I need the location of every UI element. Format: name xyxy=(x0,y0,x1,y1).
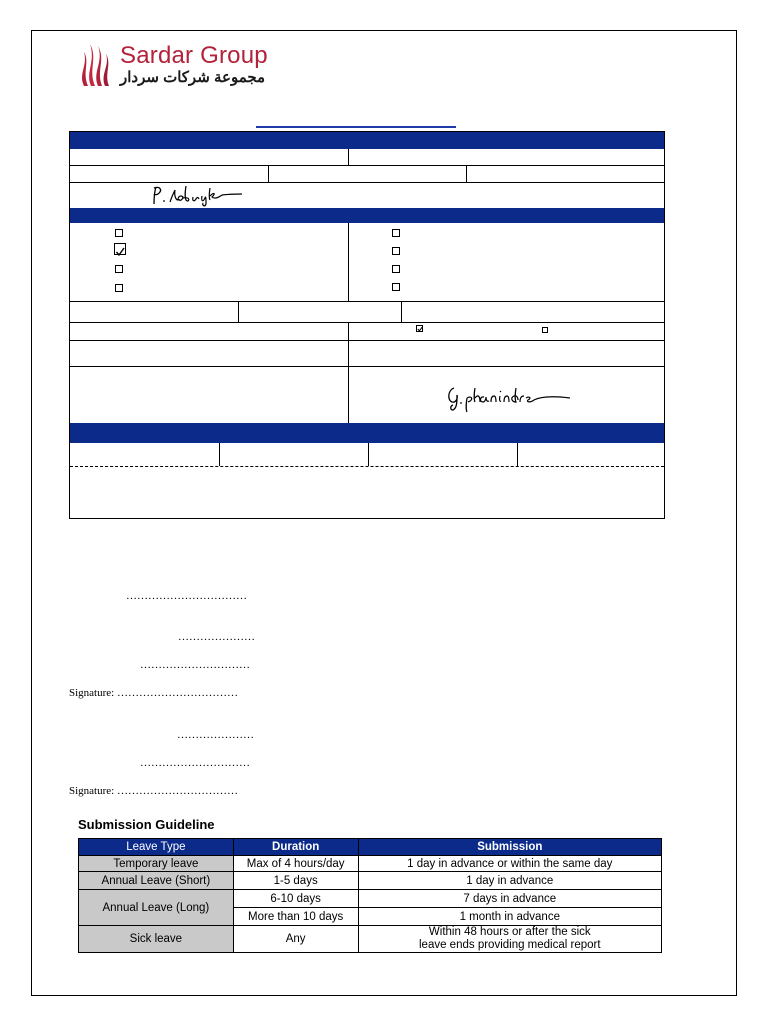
cell-duration: More than 10 days xyxy=(233,908,358,926)
table-row xyxy=(79,856,662,872)
row-divider xyxy=(70,322,664,323)
dotted-line: …………………………… xyxy=(126,590,247,602)
column-divider xyxy=(348,149,349,165)
cell-submission: 7 days in advance xyxy=(358,890,661,908)
leave-type-checkbox-1[interactable] xyxy=(115,229,123,237)
brand-name-arabic: مجموعة شركات سردار xyxy=(120,69,266,86)
column-divider xyxy=(238,301,239,322)
column-header-leave-type: Leave Type xyxy=(79,839,234,856)
submission-line: leave ends providing medical report xyxy=(419,939,601,951)
cell-leave-type: Temporary leave xyxy=(79,856,234,872)
signature-line: Signature: …………………………… xyxy=(69,785,238,797)
dotted-line: ………………… xyxy=(177,729,254,741)
cell-leave-type: Annual Leave (Short) xyxy=(79,872,234,890)
leave-type-checkbox-8[interactable] xyxy=(392,283,400,291)
row-divider xyxy=(70,366,664,367)
cell-duration: Max of 4 hours/day xyxy=(233,856,358,872)
dashed-divider xyxy=(70,466,664,467)
column-divider xyxy=(219,443,220,466)
submission-guideline-table xyxy=(78,838,662,953)
dotted-line: ………………………… xyxy=(140,659,250,671)
table-row xyxy=(79,926,662,953)
column-divider xyxy=(517,443,518,466)
option-checkbox-checked[interactable] xyxy=(416,325,423,332)
section-band-leave-type xyxy=(70,208,664,223)
cell-duration: 1-5 days xyxy=(233,872,358,890)
row-divider xyxy=(70,301,664,302)
cell-duration: Any xyxy=(233,926,358,953)
leave-type-checkbox-2-checked[interactable] xyxy=(114,243,126,255)
table-header-row xyxy=(79,839,662,856)
column-divider xyxy=(348,322,349,423)
section-band-approval xyxy=(70,423,664,443)
table-row xyxy=(79,872,662,890)
leave-type-checkbox-4[interactable] xyxy=(115,284,123,292)
employee-signature xyxy=(148,182,248,208)
cell-submission: 1 month in advance xyxy=(358,908,661,926)
brand-name-english: Sardar Group xyxy=(120,42,268,69)
cell-leave-type: Annual Leave (Long) xyxy=(79,890,234,926)
column-divider xyxy=(268,165,269,182)
leave-application-form xyxy=(69,131,665,519)
column-divider xyxy=(466,165,467,182)
row-divider xyxy=(70,165,664,166)
column-divider xyxy=(401,301,402,322)
sardar-flame-icon xyxy=(78,40,112,88)
cell-submission: 1 day in advance xyxy=(358,872,661,890)
leave-type-checkbox-7[interactable] xyxy=(392,265,400,273)
leave-type-checkbox-5[interactable] xyxy=(392,229,400,237)
signature-line: Signature: …………………………… xyxy=(69,687,238,699)
section-band-employee-details xyxy=(70,132,664,149)
guideline-title: Submission Guideline xyxy=(78,817,215,832)
checkmark-icon xyxy=(417,326,423,332)
column-header-submission: Submission xyxy=(358,839,661,856)
option-checkbox[interactable] xyxy=(542,327,548,333)
dotted-line: ………………… xyxy=(178,631,255,643)
column-header-duration: Duration xyxy=(233,839,358,856)
column-divider xyxy=(348,223,349,301)
cell-leave-type: Sick leave xyxy=(79,926,234,953)
leave-type-checkbox-6[interactable] xyxy=(392,247,400,255)
cell-submission xyxy=(358,926,661,953)
leave-type-checkbox-3[interactable] xyxy=(115,265,123,273)
cell-submission: 1 day in advance or within the same day xyxy=(358,856,661,872)
submission-line: Within 48 hours or after the sick xyxy=(428,926,591,938)
table-row xyxy=(79,890,662,908)
approver-signature xyxy=(444,382,584,414)
row-divider xyxy=(70,340,664,341)
column-divider xyxy=(368,443,369,466)
form-title-underline xyxy=(256,126,456,128)
company-logo xyxy=(78,40,278,90)
dotted-line: ………………………… xyxy=(140,757,250,769)
checkmark-icon xyxy=(115,247,125,257)
cell-duration: 6-10 days xyxy=(233,890,358,908)
